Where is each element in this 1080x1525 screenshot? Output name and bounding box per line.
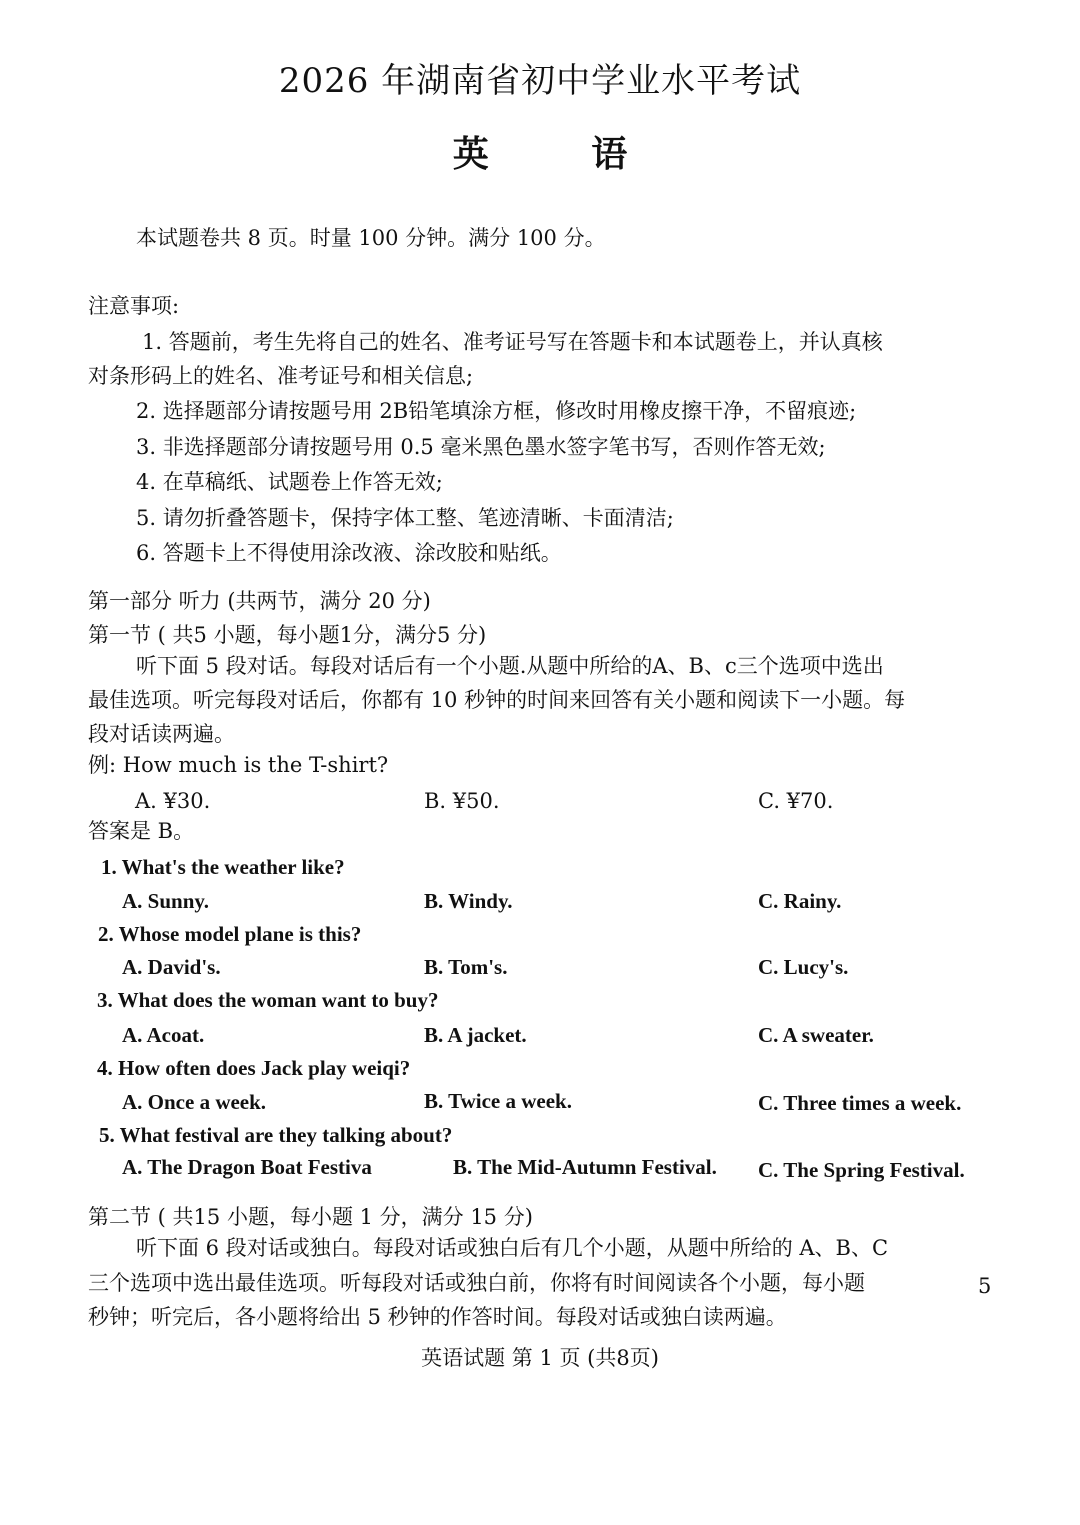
example-option-c: C. ¥70. — [758, 789, 834, 813]
question-4-option-b: B. Twice a week. — [424, 1089, 572, 1113]
example-option-b: B. ¥50. — [424, 789, 500, 813]
section2-instructions-line1: 听下面 6 段对话或独白。每段对话或独白后有几个小题，从题中所给的 A、B、C — [136, 1236, 889, 1260]
question-2-option-b: B. Tom's. — [424, 955, 508, 979]
question-3: 3. What does the woman want to buy? — [97, 988, 439, 1012]
notice-item-1: 1. 答题前，考生先将自己的姓名、准考证号写在答题卡和本试题卷上，并认真核 — [142, 330, 883, 354]
section2-instructions-line3: 秒钟；听完后，各小题将给出 5 秒钟的作答时间。每段对话或独白读两遍。 — [88, 1305, 787, 1329]
example-question: 例: How much is the T-shirt? — [88, 753, 389, 777]
notice-item-2: 2. 选择题部分请按题号用 2B铅笔填涂方框，修改时用橡皮擦干净，不留痕迹; — [136, 399, 857, 423]
part1-heading: 第一部分 听力 (共两节，满分 20 分) — [88, 589, 431, 613]
question-5-option-c: C. The Spring Festival. — [758, 1158, 965, 1182]
notice-item-5: 5. 请勿折叠答题卡，保持字体工整、笔迹清晰、卡面清洁; — [136, 506, 674, 530]
section1-instructions-line2: 最佳选项。听完每段对话后，你都有 10 秒钟的时间来回答有关小题和阅读下一小题。每 — [88, 688, 906, 712]
example-answer: 答案是 B。 — [88, 819, 195, 843]
question-2: 2. Whose model plane is this? — [98, 922, 362, 946]
question-1-option-a: A. Sunny. — [122, 889, 209, 913]
section2-heading: 第二节 ( 共15 小题，每小题 1 分，满分 15 分) — [88, 1205, 533, 1229]
notice-item-4: 4. 在草稿纸、试题卷上作答无效; — [136, 470, 443, 494]
notice-item-3: 3. 非选择题部分请按题号用 0.5 毫米黑色墨水签字笔书写，否则作答无效; — [136, 435, 826, 459]
exam-title: 2026 年湖南省初中学业水平考试 — [278, 61, 802, 101]
subject-title: 英 语 — [452, 133, 628, 175]
question-5: 5. What festival are they talking about? — [99, 1123, 453, 1147]
section2-instructions-line2: 三个选项中选出最佳选项。听每段对话或独白前，你将有时间阅读各个小题，每小题 — [88, 1271, 865, 1295]
notice-item-6: 6. 答题卡上不得使用涂改液、涂改胶和贴纸。 — [136, 541, 562, 565]
question-3-option-c: C. A sweater. — [758, 1023, 874, 1047]
question-2-option-a: A. David's. — [122, 955, 221, 979]
question-3-option-a: A. Acoat. — [122, 1023, 205, 1047]
section1-instructions-line1: 听下面 5 段对话。每段对话后有一个小题.从题中所给的A、B、c三个选项中选出 — [136, 654, 884, 678]
notice-item-1-cont: 对条形码上的姓名、准考证号和相关信息; — [88, 364, 474, 388]
example-option-a: A. ¥30. — [135, 789, 211, 813]
section2-instructions-line2-end: 5 — [978, 1274, 992, 1298]
page-footer: 英语试题 第 1 页 (共8页) — [421, 1346, 659, 1370]
exam-info: 本试题卷共 8 页。时量 100 分钟。满分 100 分。 — [136, 226, 606, 250]
question-5-option-a: A. The Dragon Boat Festiva — [122, 1155, 372, 1179]
section1-instructions-line3: 段对话读两遍。 — [88, 722, 235, 746]
notice-heading: 注意事项: — [88, 294, 180, 318]
question-1: 1. What's the weather like? — [101, 855, 345, 879]
question-2-option-c: C. Lucy's. — [758, 955, 849, 979]
question-1-option-c: C. Rainy. — [758, 889, 842, 913]
question-3-option-b: B. A jacket. — [424, 1023, 527, 1047]
question-1-option-b: B. Windy. — [424, 889, 513, 913]
question-4: 4. How often does Jack play weiqi? — [97, 1056, 411, 1080]
question-5-option-b: B. The Mid-Autumn Festival. — [453, 1155, 717, 1179]
question-4-option-c: C. Three times a week. — [758, 1091, 962, 1115]
section1-heading: 第一节 ( 共5 小题，每小题1分，满分5 分) — [88, 623, 487, 647]
question-4-option-a: A. Once a week. — [122, 1090, 267, 1114]
